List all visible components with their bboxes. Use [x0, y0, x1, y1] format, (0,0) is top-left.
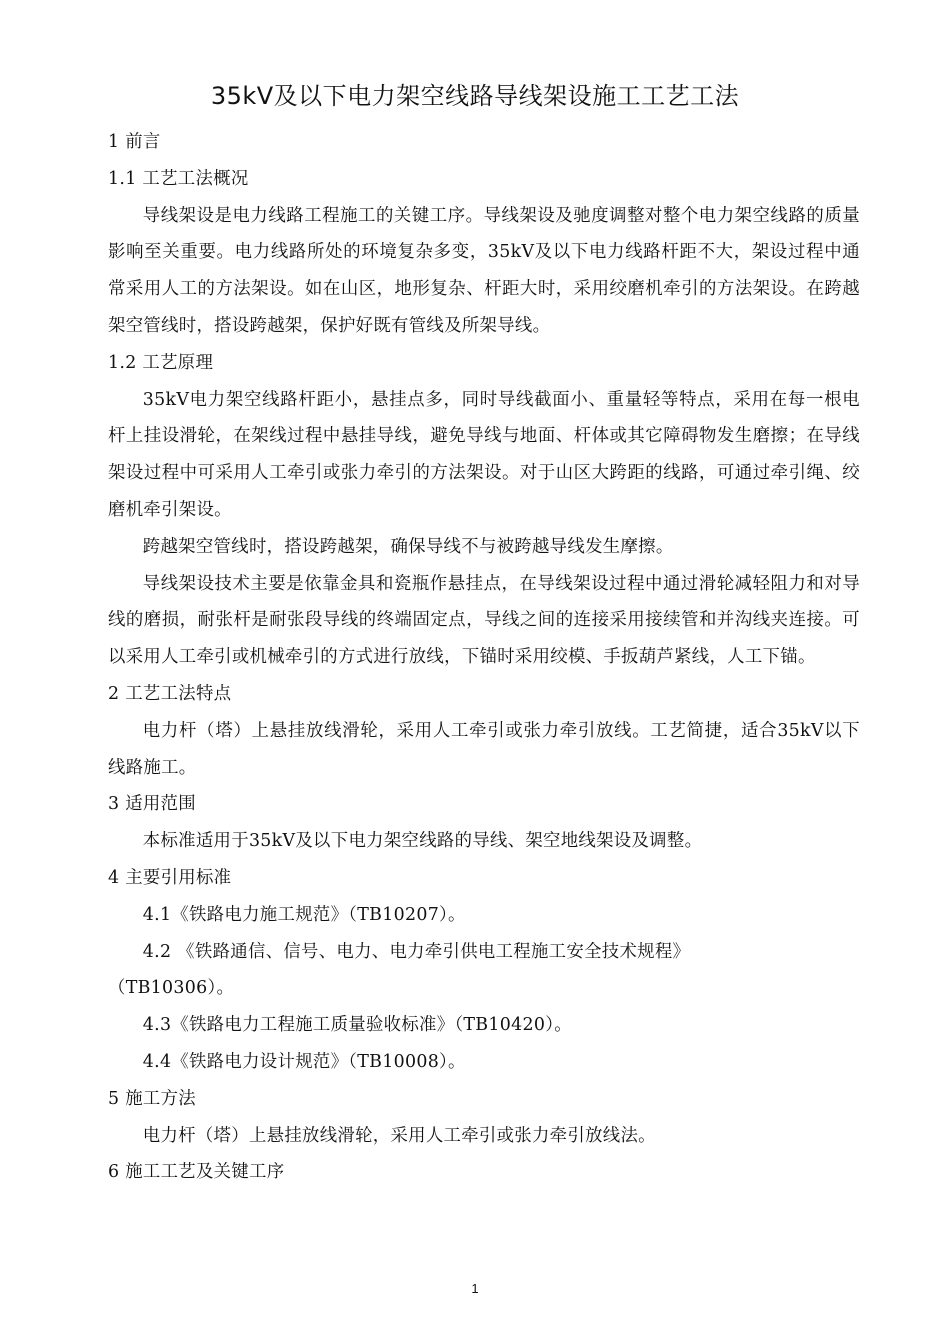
standard-item-4-3: 4.3《铁路电力工程施工质量验收标准》（TB10420）。 — [142, 1015, 572, 1036]
section-1-2-paragraph-3: 导线架设技术主要是依靠金具和瓷瓶作悬挂点，在导线架设过程中通过滑轮减轻阻力和对导线的磨损，耐张杆是耐张段导线的终端固定点，导线之间的连接采用接续管和并沟线夹连接。可以采用人工牵引或机械牵引的方式进行放线，下锚时采用绞模、手扳葫芦紧线，人工下锚。 — [108, 573, 860, 668]
section-5-paragraph: 电力杆（塔）上悬挂放线滑轮，采用人工牵引或张力牵引放线法。 — [142, 1125, 656, 1146]
standard-item-4-4: 4.4《铁路电力设计规范》（TB10008）。 — [142, 1051, 466, 1072]
standard-item-4-2-code: （TB10306）。 — [108, 978, 235, 999]
section-1-heading: 1 前言 — [108, 132, 161, 152]
section-4-heading: 4 主要引用标准 — [108, 867, 232, 888]
section-1-2-paragraph-2: 跨越架空管线时，搭设跨越架，确保导线不与被跨越导线发生摩擦。 — [142, 536, 674, 557]
page-number: 1 — [471, 1281, 479, 1296]
section-2-heading: 2 工艺工法特点 — [108, 683, 232, 704]
section-1-1-heading: 1.1 工艺工法概况 — [108, 168, 249, 189]
section-1-2-paragraph-1: 35kV电力架空线路杆距小，悬挂点多，同时导线截面小、重量轻等特点，采用在每一根电杆上挂设滑轮，在架线过程中悬挂导线，避免导线与地面、杆体或其它障碍物发生磨擦；在导线架设过程中可采用人工牵引或张力牵引的方法架设。对于山区大跨距的线路，可通过牵引绳、绞磨机牵引架设。 — [108, 389, 860, 520]
document-body — [108, 124, 860, 1191]
section-6-heading: 6 施工工艺及关键工序 — [108, 1162, 285, 1183]
section-1-1-paragraph: 导线架设是电力线路工程施工的关键工序。导线架设及驰度调整对整个电力架空线路的质量影响至关重要。电力线路所处的环境复杂多变，35kV及以下电力线路杆距不大，架设过程中通常采用人工的方法架设。如在山区，地形复杂、杆距大时，采用绞磨机牵引的方法架设。在跨越架空管线时，搭设跨越架，保护好既有管线及所架导线。 — [108, 205, 860, 336]
standard-item-4-2: 4.2 《铁路通信、信号、电力、电力牵引供电工程施工安全技术规程》 — [142, 941, 691, 962]
standard-item-4-1: 4.1《铁路电力施工规范》（TB10207）。 — [142, 904, 466, 925]
document-title: 35kV及以下电力架空线路导线架设施工工艺工法 — [210, 82, 740, 110]
section-3-paragraph: 本标准适用于35kV及以下电力架空线路的导线、架空地线架设及调整。 — [142, 831, 703, 852]
section-5-heading: 5 施工方法 — [108, 1088, 196, 1109]
section-3-heading: 3 适用范围 — [108, 794, 196, 815]
section-1-2-heading: 1.2 工艺原理 — [108, 352, 214, 373]
section-2-paragraph: 电力杆（塔）上悬挂放线滑轮，采用人工牵引或张力牵引放线。工艺简捷，适合35kV以下线路施工。 — [108, 720, 860, 778]
